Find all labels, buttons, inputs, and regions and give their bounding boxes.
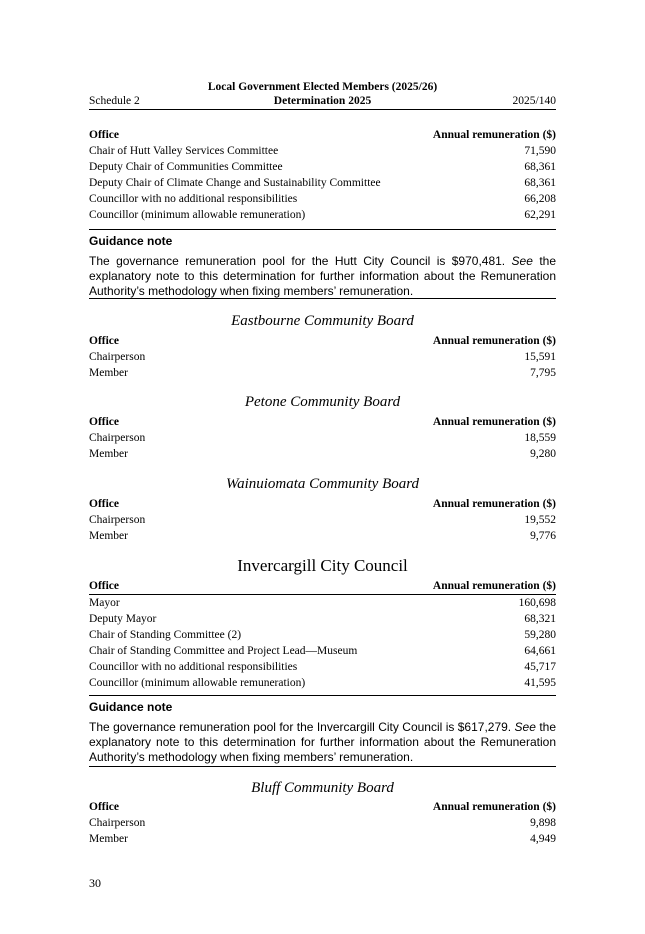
guidance-note-hutt bbox=[89, 234, 556, 299]
office-cell: Councillor (minimum allowable remuneration) bbox=[89, 209, 306, 221]
office-cell: Member bbox=[89, 530, 128, 542]
amount-cell: 45,717 bbox=[524, 661, 556, 673]
amount-cell: 9,776 bbox=[530, 530, 556, 542]
running-header bbox=[89, 80, 556, 110]
table-row bbox=[89, 207, 556, 223]
office-cell: Member bbox=[89, 833, 128, 845]
petone-board-title: Petone Community Board bbox=[244, 394, 401, 410]
remuneration-column-header: Annual remuneration ($) bbox=[432, 416, 556, 428]
table-header bbox=[89, 333, 556, 349]
remuneration-column-header: Annual remuneration ($) bbox=[432, 129, 556, 141]
table-row bbox=[89, 512, 556, 528]
bluff-board-title: Bluff Community Board bbox=[251, 780, 394, 796]
amount-cell: 68,361 bbox=[524, 161, 556, 173]
table-row bbox=[89, 446, 556, 462]
amount-cell: 41,595 bbox=[524, 677, 556, 689]
amount-cell: 9,898 bbox=[530, 817, 556, 829]
amount-cell: 7,795 bbox=[530, 367, 556, 379]
office-cell: Councillor with no additional responsibilities bbox=[89, 193, 298, 205]
guidance-heading: Guidance note bbox=[89, 234, 173, 248]
hutt-remuneration-table bbox=[89, 127, 556, 223]
table-row bbox=[89, 159, 556, 175]
office-cell: Deputy Mayor bbox=[89, 613, 157, 625]
table-header bbox=[89, 496, 556, 512]
remuneration-column-header: Annual remuneration ($) bbox=[432, 335, 556, 347]
office-column-header: Office bbox=[89, 129, 120, 141]
section-rule bbox=[89, 229, 556, 230]
section-rule bbox=[89, 695, 556, 696]
page-number: 30 bbox=[89, 876, 101, 890]
remuneration-column-header: Annual remuneration ($) bbox=[432, 580, 556, 592]
header-subtitle: Determination 2025 bbox=[273, 95, 372, 107]
table-row bbox=[89, 430, 556, 446]
office-cell: Deputy Chair of Communities Committee bbox=[89, 161, 283, 173]
office-column-header: Office bbox=[89, 580, 120, 592]
office-cell: Chair of Hutt Valley Services Committee bbox=[89, 145, 279, 157]
guidance-text: The governance remuneration pool for the Invercargill City Council is $617,279. See the explanatory note to this determination for further information about the Remuneration Authority’s methodology when fixing members’ remuneration. bbox=[89, 720, 556, 764]
amount-cell: 71,590 bbox=[524, 145, 556, 157]
amount-cell: 9,280 bbox=[530, 448, 556, 460]
header-schedule: Schedule 2 bbox=[89, 95, 140, 107]
remuneration-column-header: Annual remuneration ($) bbox=[432, 498, 556, 510]
table-row bbox=[89, 643, 556, 659]
office-column-header: Office bbox=[89, 416, 120, 428]
table-row bbox=[89, 175, 556, 191]
amount-cell: 160,698 bbox=[518, 597, 556, 609]
amount-cell: 18,559 bbox=[524, 432, 556, 444]
amount-cell: 68,321 bbox=[524, 613, 556, 625]
petone-remuneration-table bbox=[89, 414, 556, 462]
office-cell: Mayor bbox=[89, 597, 120, 609]
amount-cell: 64,661 bbox=[524, 645, 556, 657]
office-cell: Chair of Standing Committee (2) bbox=[89, 629, 242, 641]
header-title: Local Government Elected Members (2025/26) bbox=[207, 81, 438, 93]
eastbourne-board-title: Eastbourne Community Board bbox=[231, 313, 414, 329]
guidance-heading: Guidance note bbox=[89, 700, 173, 714]
table-row bbox=[89, 627, 556, 643]
invercargill-council-title: Invercargill City Council bbox=[237, 556, 408, 575]
table-row bbox=[89, 659, 556, 675]
office-cell: Chairperson bbox=[89, 351, 146, 363]
amount-cell: 59,280 bbox=[524, 629, 556, 641]
guidance-text: The governance remuneration pool for the Hutt City Council is $970,481. See the explanatory note to this determination for further information about the Remuneration Authority’s methodology when fixing members’ remuneration. bbox=[89, 254, 556, 298]
amount-cell: 66,208 bbox=[524, 193, 556, 205]
bluff-remuneration-table bbox=[89, 799, 556, 847]
table-header bbox=[89, 578, 556, 594]
header-reference: 2025/140 bbox=[512, 95, 556, 107]
office-cell: Member bbox=[89, 367, 128, 379]
section-rule bbox=[89, 766, 556, 767]
invercargill-remuneration-table bbox=[89, 578, 556, 691]
table-row bbox=[89, 611, 556, 627]
table-row bbox=[89, 594, 556, 611]
table-row bbox=[89, 143, 556, 159]
guidance-note-invercargill bbox=[89, 700, 556, 765]
amount-cell: 15,591 bbox=[524, 351, 556, 363]
table-row bbox=[89, 815, 556, 831]
table-row bbox=[89, 349, 556, 365]
wainuiomata-remuneration-table bbox=[89, 496, 556, 544]
amount-cell: 68,361 bbox=[524, 177, 556, 189]
header-rule bbox=[89, 109, 556, 110]
table-header bbox=[89, 799, 556, 815]
table-row bbox=[89, 191, 556, 207]
office-cell: Chair of Standing Committee and Project Lead—Museum bbox=[89, 645, 358, 657]
table-row bbox=[89, 528, 556, 544]
office-cell: Councillor (minimum allowable remuneration) bbox=[89, 677, 306, 689]
remuneration-column-header: Annual remuneration ($) bbox=[432, 801, 556, 813]
amount-cell: 4,949 bbox=[530, 833, 556, 845]
office-column-header: Office bbox=[89, 335, 120, 347]
office-cell: Member bbox=[89, 448, 128, 460]
amount-cell: 19,552 bbox=[524, 514, 556, 526]
amount-cell: 62,291 bbox=[524, 209, 556, 221]
table-row bbox=[89, 831, 556, 847]
table-header bbox=[89, 127, 556, 143]
office-column-header: Office bbox=[89, 801, 120, 813]
table-row bbox=[89, 675, 556, 691]
eastbourne-remuneration-table bbox=[89, 333, 556, 381]
office-cell: Deputy Chair of Climate Change and Sustainability Committee bbox=[89, 177, 381, 189]
section-rule bbox=[89, 298, 556, 299]
office-cell: Chairperson bbox=[89, 514, 146, 526]
wainuiomata-board-title: Wainuiomata Community Board bbox=[225, 476, 420, 492]
office-column-header: Office bbox=[89, 498, 120, 510]
office-cell: Chairperson bbox=[89, 817, 146, 829]
table-header bbox=[89, 414, 556, 430]
office-cell: Councillor with no additional responsibilities bbox=[89, 661, 298, 673]
table-row bbox=[89, 365, 556, 381]
office-cell: Chairperson bbox=[89, 432, 146, 444]
